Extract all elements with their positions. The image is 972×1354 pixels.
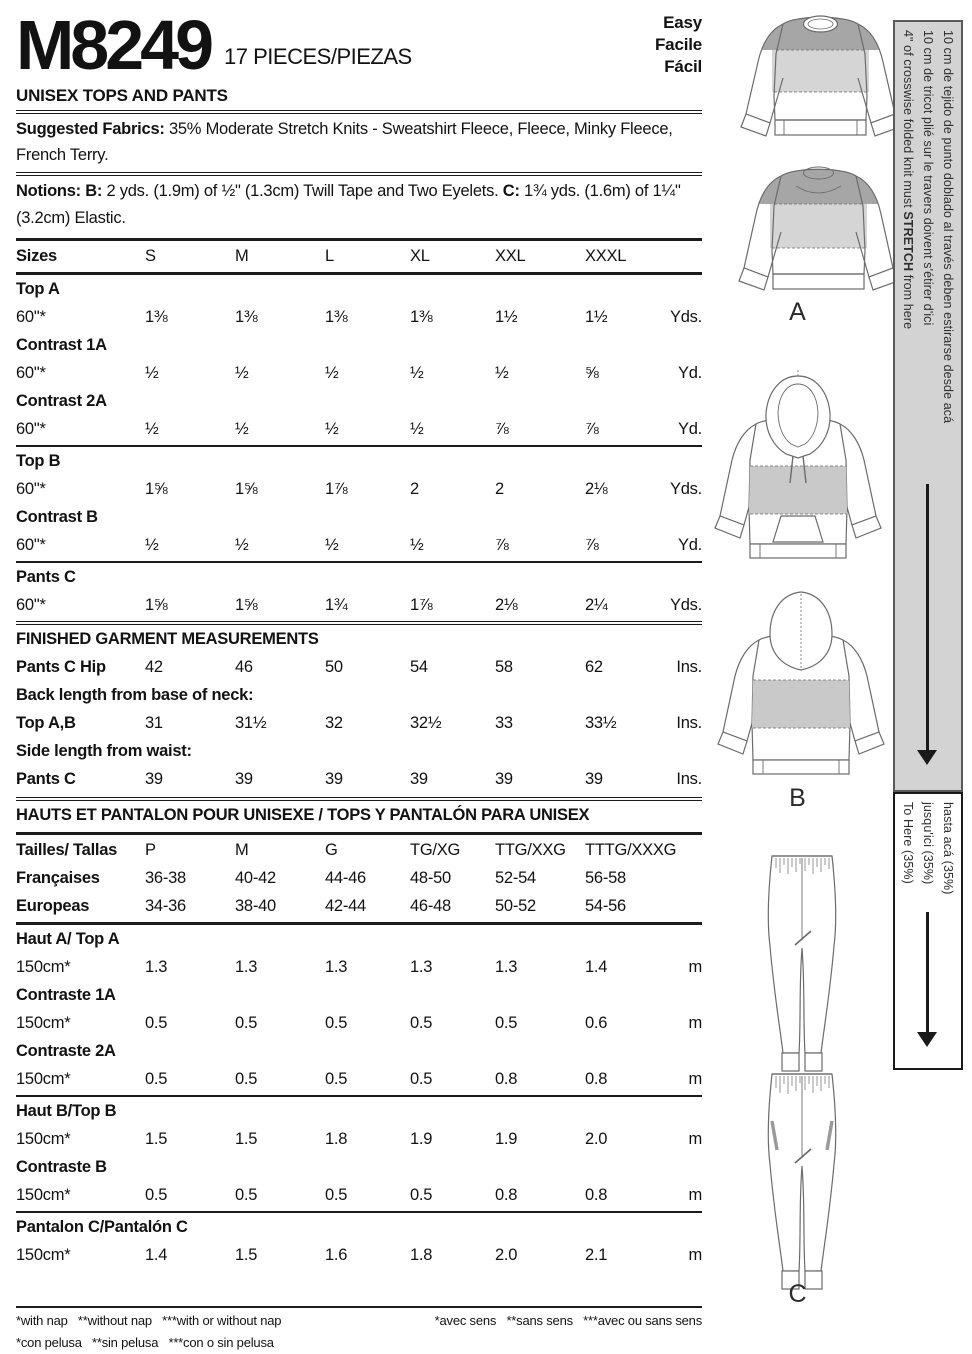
notions-text-b: 2 yds. (1.9m) of ½" (1.3cm) Twill Tape and Two Eyelets.	[102, 182, 503, 201]
value-cell: 46-48	[410, 897, 451, 916]
yardage-table-metric	[16, 837, 702, 1270]
to-here-fr: jusqu'ici (35%)	[921, 802, 935, 885]
row-label: Françaises	[16, 869, 100, 888]
figure-view-c-back	[742, 1066, 862, 1298]
value-cell: 32	[325, 714, 343, 733]
value-cell: 1.6	[325, 1246, 348, 1265]
table-section-row: FINISHED GARMENT MEASUREMENTS	[16, 630, 319, 649]
value-cell: 0.5	[410, 1186, 433, 1205]
pattern-number: M8249	[16, 5, 211, 84]
yardage-table-imperial	[16, 243, 702, 794]
unit-cell: Yd.	[677, 364, 702, 383]
value-cell: ½	[325, 420, 339, 439]
value-cell: XXXL	[585, 247, 627, 266]
value-cell: 38-40	[235, 897, 276, 916]
value-cell: 54	[410, 658, 428, 677]
value-cell: TG/XG	[410, 841, 461, 860]
footnotes	[16, 1306, 702, 1354]
value-cell: ½	[410, 536, 424, 555]
unit-cell: m	[688, 1070, 702, 1089]
divider	[16, 172, 702, 176]
value-cell: 42-44	[325, 897, 366, 916]
divider	[16, 1306, 702, 1308]
table-value-row	[16, 893, 702, 921]
notions-label-c: C:	[502, 182, 520, 201]
value-cell: 1⅜	[325, 308, 348, 327]
row-label: 150cm*	[16, 1014, 71, 1033]
row-label: Pants C Hip	[16, 658, 106, 677]
value-cell: 0.5	[325, 1186, 348, 1205]
to-here-arrow-shaft	[926, 912, 929, 1034]
garment-a-back-illustration	[726, 158, 911, 308]
table-section-row: Contrast 2A	[16, 392, 107, 411]
value-cell: ½	[325, 536, 339, 555]
table-section-row: Haut A/ Top A	[16, 930, 120, 949]
table-section-row: Contrast B	[16, 508, 98, 527]
value-cell: 1.4	[585, 958, 608, 977]
value-cell: 1⅜	[235, 308, 258, 327]
to-here-text	[895, 794, 958, 895]
table-value-row	[16, 304, 702, 332]
table-section-row: Top A	[16, 280, 60, 299]
row-label: 60"*	[16, 480, 46, 499]
value-cell: 52-54	[495, 869, 536, 888]
value-cell: 1.5	[145, 1130, 168, 1149]
difficulty-en: Easy	[663, 13, 702, 32]
value-cell: XXL	[495, 247, 526, 266]
value-cell: 2	[410, 480, 419, 499]
row-label: Europeas	[16, 897, 90, 916]
value-cell: 1⅞	[410, 596, 433, 615]
unit-cell: m	[688, 1130, 702, 1149]
table-section-row: Pants C	[16, 568, 76, 587]
notions	[16, 178, 702, 231]
value-cell: 46	[235, 658, 253, 677]
value-cell: P	[145, 841, 156, 860]
to-here-arrow-head	[917, 1032, 937, 1047]
table-value-row	[16, 1242, 702, 1270]
value-cell: 1⅝	[235, 596, 258, 615]
stretch-note-en-pre: 4" of crosswise folded knit must	[901, 30, 915, 212]
table-value-row	[16, 592, 702, 620]
value-cell: 40-42	[235, 869, 276, 888]
stretch-gauge-text	[895, 22, 958, 423]
suggested-fabrics	[16, 116, 702, 169]
pieces-count: 17 PIECES/PIEZAS	[224, 44, 412, 70]
table-value-row	[16, 360, 702, 388]
value-cell: 1.9	[410, 1130, 433, 1149]
stretch-arrow-head	[917, 750, 937, 765]
value-cell: 1½	[585, 308, 608, 327]
table-value-row	[16, 532, 702, 560]
value-cell: ½	[235, 536, 249, 555]
unit-cell: m	[688, 1246, 702, 1265]
value-cell: ½	[145, 364, 159, 383]
unit-cell: Yds.	[669, 596, 702, 615]
figure-view-c-front	[742, 848, 862, 1080]
unit-cell: Yds.	[669, 480, 702, 499]
value-cell: ½	[325, 364, 339, 383]
footnote-row-1	[16, 1310, 702, 1332]
value-cell: 0.8	[495, 1070, 518, 1089]
view-b-label: B	[789, 784, 806, 812]
value-cell: 0.8	[585, 1186, 608, 1205]
unit-cell: Yds.	[669, 308, 702, 327]
unit-cell: m	[688, 1186, 702, 1205]
value-cell: 31½	[235, 714, 267, 733]
value-cell: 0.5	[235, 1070, 258, 1089]
value-cell: 0.5	[145, 1070, 168, 1089]
table-value-row	[16, 1182, 702, 1210]
pattern-title: UNISEX TOPS AND PANTS	[16, 86, 228, 106]
value-cell: 1.5	[235, 1130, 258, 1149]
table-section-row: Contraste 2A	[16, 1042, 116, 1061]
value-cell: 39	[145, 770, 163, 789]
row-label: 150cm*	[16, 958, 71, 977]
value-cell: ½	[410, 420, 424, 439]
value-cell: ⅞	[495, 420, 509, 439]
value-cell: 1.9	[495, 1130, 518, 1149]
table-section-row: Contraste B	[16, 1158, 107, 1177]
difficulty-es: Fácil	[664, 56, 702, 76]
value-cell: 1.4	[145, 1246, 168, 1265]
value-cell: 1.3	[410, 958, 433, 977]
table-section-row: Top B	[16, 452, 61, 471]
value-cell: 0.5	[495, 1014, 518, 1033]
stretch-note-en-post: from here	[901, 271, 915, 330]
value-cell: L	[325, 247, 334, 266]
table-section-row: Haut B/Top B	[16, 1102, 117, 1121]
value-cell: ½	[235, 364, 249, 383]
stretch-gauge-box	[893, 20, 963, 792]
divider	[16, 238, 702, 241]
divider	[16, 110, 702, 114]
divider	[16, 832, 702, 835]
footnote-nap-fr: *avec sens **sans sens ***avec ou sans sens	[434, 1312, 702, 1328]
value-cell: 44-46	[325, 869, 366, 888]
table-rule	[16, 621, 702, 625]
table-section-row: Back length from base of neck:	[16, 686, 254, 705]
figure-view-b-back	[706, 588, 896, 788]
unit-cell: Yd.	[677, 536, 702, 555]
value-cell: 39	[325, 770, 343, 789]
row-label: 60"*	[16, 420, 46, 439]
value-cell: XL	[410, 247, 430, 266]
value-cell: 32½	[410, 714, 442, 733]
row-label: Sizes	[16, 247, 57, 266]
view-c-label: C	[788, 1280, 807, 1308]
footnote-nap-es: *con pelusa **sin pelusa ***con o sin pelusa	[16, 1334, 274, 1350]
to-here-es: hasta acá (35%)	[941, 802, 955, 895]
figure-view-b-front	[703, 368, 893, 586]
value-cell: 39	[410, 770, 428, 789]
value-cell: 31	[145, 714, 163, 733]
table-value-row	[16, 1126, 702, 1154]
table-value-row	[16, 1066, 702, 1094]
value-cell: 39	[585, 770, 603, 789]
value-cell: ½	[410, 364, 424, 383]
garment-b-back-illustration	[706, 588, 896, 788]
row-label: 60"*	[16, 364, 46, 383]
value-cell: 2¼	[585, 596, 608, 615]
value-cell: 1.3	[495, 958, 518, 977]
value-cell: 54-56	[585, 897, 626, 916]
value-cell: ⅞	[495, 536, 509, 555]
table-section-row: Contrast 1A	[16, 336, 107, 355]
value-cell: 1½	[495, 308, 518, 327]
unit-cell: m	[688, 1014, 702, 1033]
notions-label-b: Notions: B:	[16, 182, 103, 201]
value-cell: 0.6	[585, 1014, 608, 1033]
unit-cell: Yd.	[677, 420, 702, 439]
value-cell: 39	[235, 770, 253, 789]
value-cell: G	[325, 841, 338, 860]
value-cell: 2⅛	[495, 596, 518, 615]
value-cell: ½	[145, 420, 159, 439]
notions-text-c: 1¾ yds. (1.6m) of 1¼" (3.2cm) Elastic.	[16, 182, 681, 227]
garment-a-front-illustration	[728, 6, 913, 154]
table-value-row	[16, 1010, 702, 1038]
value-cell: M	[235, 247, 249, 266]
value-cell: 1⅜	[145, 308, 168, 327]
table-value-row	[16, 865, 702, 893]
stretch-note-fr: 10 cm de tricot plié sur le travers doivent s'étirer d'ici	[921, 30, 935, 326]
unit-cell: Ins.	[676, 714, 702, 733]
value-cell: 1.5	[235, 1246, 258, 1265]
table-rule	[16, 922, 702, 925]
value-cell: 33	[495, 714, 513, 733]
value-cell: 1.8	[410, 1246, 433, 1265]
garment-b-front-illustration	[703, 368, 893, 586]
value-cell: 1.3	[235, 958, 258, 977]
value-cell: ½	[145, 536, 159, 555]
value-cell: 1.3	[145, 958, 168, 977]
main-content	[16, 4, 702, 1354]
value-cell: 2	[495, 480, 504, 499]
unit-cell: Ins.	[676, 770, 702, 789]
value-cell: 2⅛	[585, 480, 608, 499]
difficulty-rating	[655, 12, 702, 77]
divider	[16, 797, 702, 801]
unit-cell: Ins.	[676, 658, 702, 677]
value-cell: 0.5	[325, 1014, 348, 1033]
pants-c-front-illustration	[742, 848, 862, 1080]
value-cell: 0.5	[145, 1014, 168, 1033]
value-cell: 56-58	[585, 869, 626, 888]
stretch-note-en-bold: STRETCH	[901, 211, 915, 272]
value-cell: 0.5	[410, 1014, 433, 1033]
value-cell: TTTG/XXXG	[585, 841, 677, 860]
row-label: 60"*	[16, 536, 46, 555]
value-cell: 1¾	[325, 596, 348, 615]
value-cell: M	[235, 841, 249, 860]
table-value-row	[16, 710, 702, 738]
view-a-label: A	[789, 298, 806, 326]
value-cell: 48-50	[410, 869, 451, 888]
footnote-row-2	[16, 1332, 702, 1354]
table-section-row: Contraste 1A	[16, 986, 116, 1005]
value-cell: 1⅜	[410, 308, 433, 327]
row-label: Tailles/ Tallas	[16, 841, 118, 860]
table-value-row	[16, 954, 702, 982]
table-rule	[16, 1211, 702, 1213]
to-here-en: To Here (35%)	[901, 802, 915, 884]
value-cell: 58	[495, 658, 513, 677]
table-rule	[16, 445, 702, 447]
value-cell: 50	[325, 658, 343, 677]
table-value-row	[16, 654, 702, 682]
table-rule	[16, 561, 702, 563]
value-cell: 0.5	[410, 1070, 433, 1089]
table-value-row	[16, 766, 702, 794]
table-value-row	[16, 837, 702, 865]
value-cell: 42	[145, 658, 163, 677]
value-cell: ⅞	[585, 420, 599, 439]
pants-c-back-illustration	[742, 1066, 862, 1298]
footnote-nap-en: *with nap **without nap ***with or without nap	[16, 1312, 282, 1328]
garment-illustrations	[700, 0, 895, 1320]
value-cell: ⅞	[585, 536, 599, 555]
value-cell: 50-52	[495, 897, 536, 916]
value-cell: 1⅝	[145, 480, 168, 499]
value-cell: S	[145, 247, 156, 266]
value-cell: 33½	[585, 714, 617, 733]
table-rule	[16, 1095, 702, 1097]
to-here-box	[893, 792, 963, 1070]
value-cell: 2.1	[585, 1246, 608, 1265]
value-cell: 2.0	[585, 1130, 608, 1149]
table-section-row: Pantalon C/Pantalón C	[16, 1218, 188, 1237]
value-cell: 1.8	[325, 1130, 348, 1149]
value-cell: 1.3	[325, 958, 348, 977]
row-label: 60"*	[16, 308, 46, 327]
row-label: 150cm*	[16, 1130, 71, 1149]
row-label: 60"*	[16, 596, 46, 615]
value-cell: ½	[495, 364, 509, 383]
row-label: 150cm*	[16, 1186, 71, 1205]
row-label: Top A,B	[16, 714, 76, 733]
value-cell: 1⅞	[325, 480, 348, 499]
table-value-row	[16, 243, 702, 271]
value-cell: 34-36	[145, 897, 186, 916]
value-cell: 2.0	[495, 1246, 518, 1265]
value-cell: 0.5	[235, 1186, 258, 1205]
value-cell: 0.5	[235, 1014, 258, 1033]
stretch-arrow-shaft	[926, 484, 929, 752]
fabrics-text: 35% Moderate Stretch Knits - Sweatshirt Fleece, Fleece, Minky Fleece, French Terry.	[16, 119, 673, 165]
value-cell: TTG/XXG	[495, 841, 566, 860]
value-cell: ½	[235, 420, 249, 439]
value-cell: 0.8	[495, 1186, 518, 1205]
figure-view-a-back	[726, 158, 911, 308]
stretch-note-es: 10 cm de tejido de punto doblado al través deben estirarse desde acá	[941, 30, 955, 424]
value-cell: 39	[495, 770, 513, 789]
difficulty-fr: Facile	[655, 34, 702, 54]
stretch-note-en	[898, 30, 918, 423]
row-label: 150cm*	[16, 1246, 71, 1265]
unit-cell: m	[688, 958, 702, 977]
value-cell: 0.8	[585, 1070, 608, 1089]
value-cell: 62	[585, 658, 603, 677]
row-label: Pants C	[16, 770, 76, 789]
lang-section-heading: HAUTS ET PANTALON POUR UNISEXE / TOPS Y PANTALÓN PARA UNISEX	[16, 806, 590, 825]
value-cell: 36-38	[145, 869, 186, 888]
value-cell: 1⅝	[145, 596, 168, 615]
value-cell: 0.5	[325, 1070, 348, 1089]
table-value-row	[16, 476, 702, 504]
value-cell: ⅝	[585, 364, 599, 383]
value-cell: 0.5	[145, 1186, 168, 1205]
row-label: 150cm*	[16, 1070, 71, 1089]
fabrics-label: Suggested Fabrics:	[16, 119, 165, 138]
header	[16, 4, 702, 84]
table-rule	[16, 272, 702, 275]
figure-view-a-front	[728, 6, 913, 154]
table-section-row: Side length from waist:	[16, 742, 192, 761]
value-cell: 1⅝	[235, 480, 258, 499]
table-value-row	[16, 416, 702, 444]
